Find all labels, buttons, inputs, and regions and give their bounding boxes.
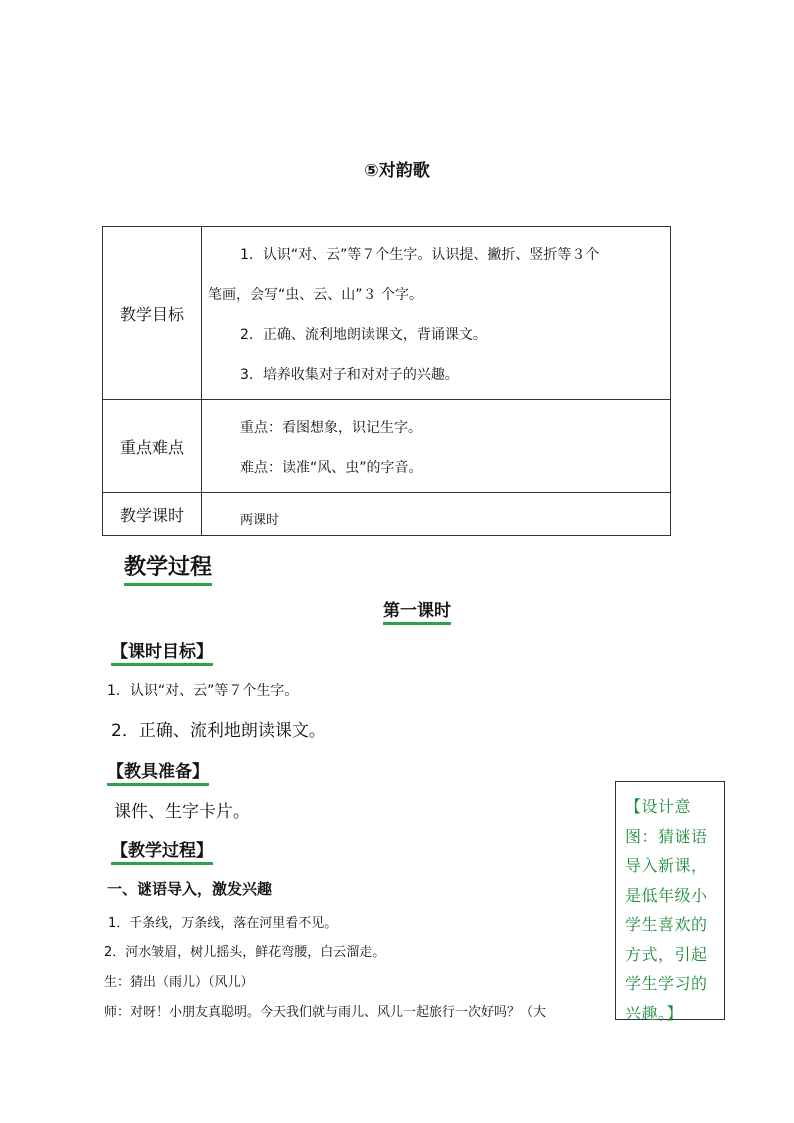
tools-text: 课件、生字卡片。 <box>114 802 250 822</box>
page-title: ⑤对韵歌 <box>364 161 430 181</box>
goals-label: 教学目标 <box>103 227 202 400</box>
hours-label: 教学课时 <box>103 493 202 536</box>
key-points-label: 重点难点 <box>103 400 202 493</box>
key-points-cell <box>202 400 671 493</box>
lesson-info-table <box>102 226 671 536</box>
hours-cell <box>202 493 671 536</box>
process-heading: 教学过程 <box>124 550 212 586</box>
design-note-box: 【设计意图：猜谜语导入新课，是低年级小学生喜欢的方式，引起学生学习的兴趣。】 <box>615 781 725 1020</box>
lesson-heading-wrap <box>0 596 794 621</box>
key-point-line: 重点：看图想象，识记生字。 <box>240 420 422 436</box>
goals-cell <box>202 227 671 400</box>
table-row <box>103 227 671 400</box>
step1-heading: 一、谜语导入，激发兴趣 <box>107 880 273 898</box>
tools-heading: 【教具准备】 <box>107 757 209 786</box>
hours-value: 两课时 <box>240 512 280 528</box>
step1-line: 师：对呀！小朋友真聪明。今天我们就与雨儿、风儿一起旅行一次好吗？（大 <box>104 1005 547 1020</box>
teaching-heading: 【教学过程】 <box>111 836 213 865</box>
table-row <box>103 493 671 536</box>
goal-line: 笔画，会写“虫、云、山”３ 个字。 <box>208 287 423 303</box>
key-point-line: 难点：读准“风、虫”的字音。 <box>240 460 423 476</box>
goal-line: 2．正确、流利地朗读课文，背诵课文。 <box>240 327 487 343</box>
goal-line: 1．认识“对、云”等７个生字。认识提、撇折、竖折等３个 <box>240 247 600 263</box>
lesson-goal-item: 2．正确、流利地朗读课文。 <box>111 721 326 741</box>
goal-line: 3．培养收集对子和对对子的兴趣。 <box>240 367 459 383</box>
table-row <box>103 400 671 493</box>
lesson-goals-heading: 【课时目标】 <box>111 637 213 666</box>
lesson-heading: 第一课时 <box>383 601 451 625</box>
lesson-goal-item: 1．认识“对、云”等７个生字。 <box>107 683 299 699</box>
step1-line: 生：猜出（雨儿）（风儿） <box>104 975 254 990</box>
step1-line: 2．河水皱眉，树儿摇头，鲜花弯腰，白云溜走。 <box>104 945 386 960</box>
step1-line: 1．千条线，万条线，落在河里看不见。 <box>108 916 338 931</box>
